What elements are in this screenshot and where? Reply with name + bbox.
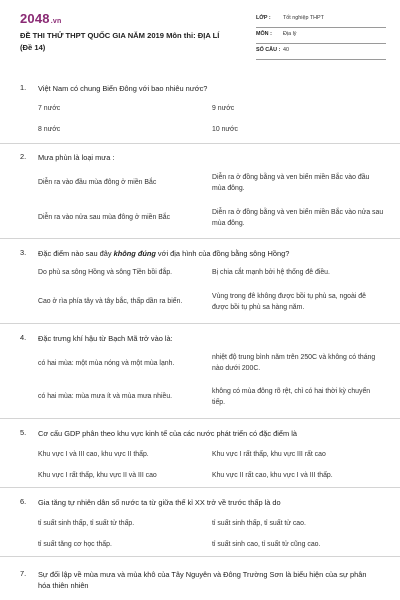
answer-option-a[interactable]: Khu vực I và III cao, khu vực II thấp. <box>38 451 149 458</box>
answer-option-d[interactable]: tỉ suất sinh cao, tỉ suất tử cũng cao. <box>212 541 321 548</box>
question-text: Gia tăng tự nhiên dân số nước ta từ giữa thế kỉ XX trở về trước thấp là do <box>38 498 281 507</box>
question-number: 5. <box>20 428 27 437</box>
meta-row-count <box>256 44 386 60</box>
divider <box>0 238 400 239</box>
answer-option-c[interactable]: Khu vực I rất thấp, khu vực II và III cao <box>38 472 157 479</box>
logo-main: 2048 <box>20 11 50 26</box>
question-number: 4. <box>20 333 27 342</box>
question-emphasis: không đúng <box>113 249 156 258</box>
question-number: 7. <box>20 569 27 578</box>
question-text: Cơ cấu GDP phân theo khu vực kinh tế của các nước phát triển có đặc điểm là <box>38 429 297 438</box>
question-text: Đặc trưng khí hậu từ Bạch Mã trở vào là: <box>38 334 173 343</box>
answer-option-c[interactable]: có hai mùa: mùa mưa ít và mùa mưa nhiều. <box>38 393 173 400</box>
divider <box>0 323 400 324</box>
question-text: Sự đối lập về mùa mưa và mùa khô của Tây Nguyên và Đông Trường Sơn là biểu hiện của sự phân hóa thiên nhiên <box>38 570 367 590</box>
meta-row-class <box>256 12 386 28</box>
question-number: 3. <box>20 248 27 257</box>
logo-suffix: .vn <box>50 18 62 25</box>
divider <box>0 143 400 144</box>
question-text: Mưa phùn là loại mưa : <box>38 153 115 162</box>
answer-option-a[interactable]: Diễn ra vào đầu mùa đông ở miền Bắc <box>38 179 157 186</box>
answer-option-b[interactable]: nhiệt độ trung bình năm trên 250C và không có tháng nào dưới 200C. <box>212 354 376 372</box>
meta-label-count: SỐ CÂU : <box>256 47 281 53</box>
answer-option-c[interactable]: Cao ở rìa phía tây và tây bắc, thấp dần ra biển. <box>38 298 183 305</box>
answer-option-c[interactable]: 8 nước <box>38 126 61 133</box>
site-logo[interactable] <box>20 11 61 26</box>
question-number: 2. <box>20 152 27 161</box>
answer-option-b[interactable]: 9 nước <box>212 105 235 112</box>
answer-option-b[interactable]: Diễn ra ở đồng bằng và ven biển miền Bắc vào đầu mùa đông. <box>212 174 370 192</box>
meta-value-class: Tốt nghiệp THPT <box>283 15 324 21</box>
question-text <box>38 248 368 259</box>
question-number: 1. <box>20 83 27 92</box>
question-text-part: Đặc điểm nào sau đây <box>38 249 114 258</box>
meta-row-subject <box>256 28 386 44</box>
exam-header <box>0 0 400 70</box>
exam-title-line-1: ĐỀ THI THỬ THPT QUỐC GIA NĂM 2019 Môn thi: ĐỊA LÍ <box>20 31 220 40</box>
divider <box>0 418 400 419</box>
exam-title <box>20 30 248 53</box>
answer-option-a[interactable]: Do phù sa sông Hồng và sông Tiền bồi đắp. <box>38 269 173 276</box>
answer-option-d[interactable]: Vùng trong đê không được bồi tụ phù sa, ngoài đê được bồi tụ phù sa hàng năm. <box>212 293 366 311</box>
divider <box>0 487 400 488</box>
question-number: 6. <box>20 497 27 506</box>
exam-meta <box>256 12 386 60</box>
answer-option-b[interactable]: tỉ suất sinh thấp, tỉ suất tử cao. <box>212 520 306 527</box>
answer-option-b[interactable]: Khu vực I rất thấp, khu vực III rất cao <box>212 451 326 458</box>
meta-value-subject: Địa lý <box>283 31 297 37</box>
answer-option-d[interactable]: không có mùa đông rõ rệt, chỉ có hai thời kỳ chuyển tiếp. <box>212 388 371 406</box>
answer-option-d[interactable]: 10 nước <box>212 126 238 133</box>
meta-value-count: 40 <box>283 47 289 53</box>
answer-option-a[interactable]: có hai mùa: một mùa nóng và một mùa lạnh. <box>38 360 175 367</box>
meta-label-subject: MÔN : <box>256 31 272 37</box>
answer-option-c[interactable]: Diễn ra vào nửa sau mùa đông ở miền Bắc <box>38 214 171 221</box>
answer-option-a[interactable]: 7 nước <box>38 105 61 112</box>
answer-option-b[interactable]: Bị chia cắt mạnh bởi hệ thống đê điều. <box>212 269 330 276</box>
answer-option-d[interactable]: Diễn ra ở đồng bằng và ven biển miền Bắc vào nửa sau mùa đông. <box>212 209 384 227</box>
meta-label-class: LỚP : <box>256 15 271 21</box>
answer-option-a[interactable]: tỉ suất sinh thấp, tỉ suất tử thấp. <box>38 520 135 527</box>
answer-option-c[interactable]: tỉ suất tăng cơ học thấp. <box>38 541 112 548</box>
divider <box>0 556 400 557</box>
exam-title-line-2: (Đề 14) <box>20 42 46 52</box>
question-text: Việt Nam có chung Biển Đông với bao nhiêu nước? <box>38 84 208 93</box>
answer-option-d[interactable]: Khu vực II rất cao, khu vực I và III thấp. <box>212 472 333 479</box>
question-text-part: với địa hình của đồng bằng sông Hồng? <box>155 249 290 258</box>
